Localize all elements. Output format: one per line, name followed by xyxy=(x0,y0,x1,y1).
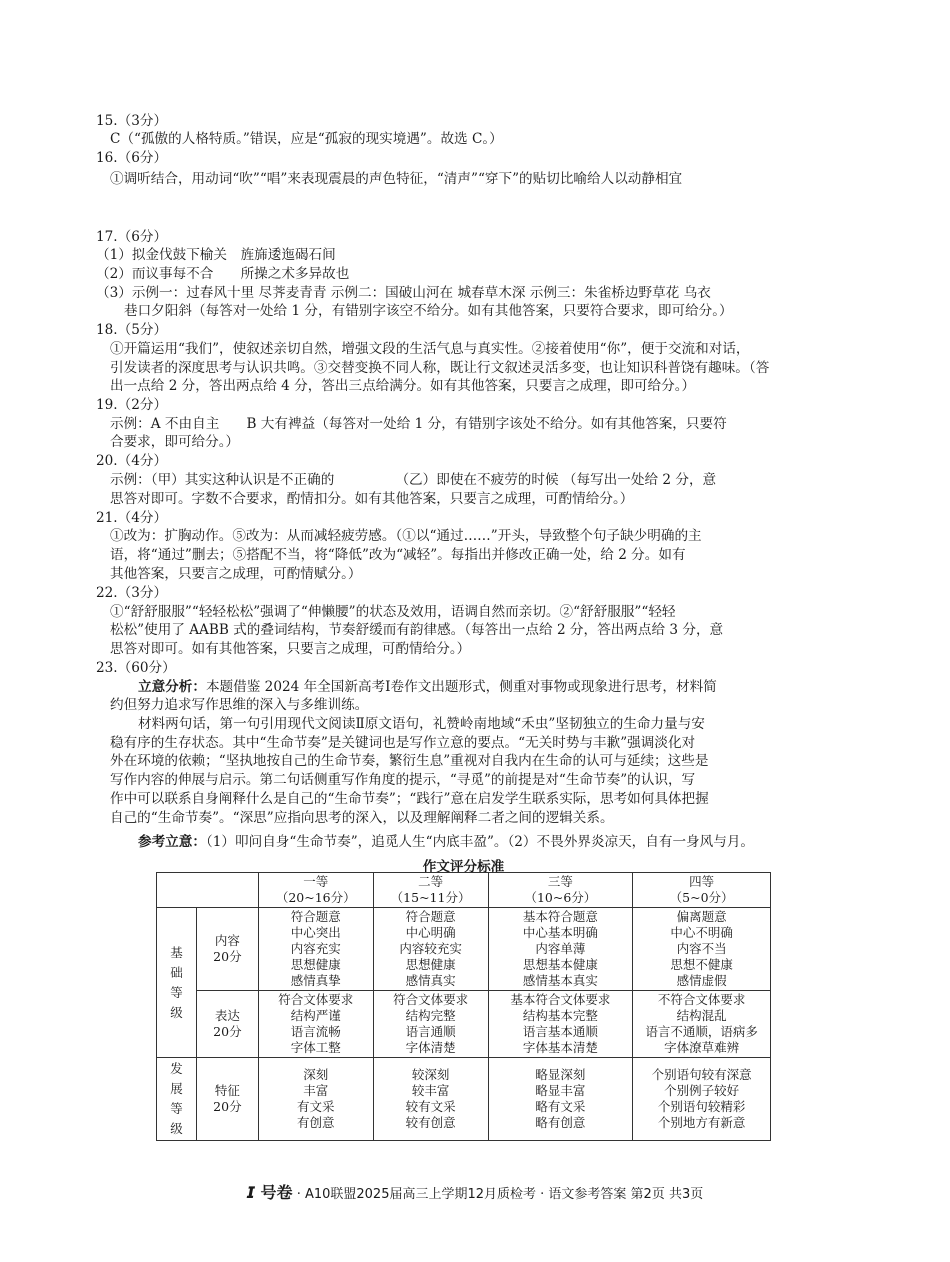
q17-line-2: （2）而议事每不合 所操之术多异故也 xyxy=(96,266,350,282)
q18-line-2: 引发读者的深度思考与认识共鸣。③交替变换不同人称，既让行文叙述灵活多变，也让知识科普饶有趣味。（答 xyxy=(110,360,770,376)
q17-line-1: （1）拟金伐鼓下榆关 旌旆逶迤碣石间 xyxy=(96,247,336,263)
q22-head: 22.（3分） xyxy=(96,585,168,601)
q23-para2-line-6: 自己的“生命节奏”。“深思”应指向思考的深入，以及理解阐释二者之间的逻辑关系。 xyxy=(110,810,614,826)
expression-label: 表达 20分 xyxy=(196,991,258,1058)
development-level-label: 发 展 等 级 xyxy=(157,1058,197,1141)
q18-line-1: ①开篇运用“我们”，使叙述亲切自然，增强文段的生活气息与真实性。②接着使用“你”，便于交流和对话， xyxy=(110,341,750,357)
q22-line-2: 松松”使用了 AABB 式的叠词结构，节奏舒缓而有韵律感。（每答出一点给 2 分，答出两点给 3 分，意 xyxy=(110,622,724,638)
q18-head: 18.（5分） xyxy=(96,322,168,338)
content-grade-3: 基本符合题意 中心基本明确 内容单薄 思想基本健康 感情基本真实 xyxy=(488,908,633,991)
analysis-label: 立意分析： xyxy=(138,679,206,695)
scoring-table xyxy=(156,872,771,1141)
reference-label: 参考立意： xyxy=(138,834,206,850)
q23-para1-line-1 xyxy=(138,678,868,696)
feature-grade-1: 深刻 丰富 有文采 有创意 xyxy=(258,1058,373,1141)
q21-line-3: 其他答案，只要言之成理，可酌情赋分。） xyxy=(110,566,362,582)
grade-3: 三等 （10~6分） xyxy=(488,873,633,908)
grade-4: 四等 （5~0分） xyxy=(633,873,771,908)
expression-grade-2: 符合文体要求 结构完整 语言通顺 字体清楚 xyxy=(373,991,488,1058)
q18-line-3: 出一点给 2 分，答出两点给 4 分，答出三点给满分。如有其他答案，只要言之成理，即可给分。） xyxy=(110,378,696,394)
basic-level-label: 基 础 等 级 xyxy=(157,908,197,1058)
reference-text: （1）叩问自身“生命节奏”，追觅人生“内底丰盈”。（2）不畏外界炎凉天，自有一身风与月。 xyxy=(205,834,755,850)
grade-1: 一等 （20~16分） xyxy=(258,873,373,908)
table-caption: 作文评分标准 xyxy=(422,859,505,875)
q21-line-1: ①改为：扩胸动作。⑤改为：从而减轻疲劳感。（①以“通过……”开头，导致整个句子缺少明确的主 xyxy=(110,528,702,544)
q20-line-2: 思答对即可。字数不合要求，酌情扣分。如有其他答案，只要言之成理，可酌情给分。） xyxy=(110,491,634,507)
feature-grade-4: 个别语句较有深意 个别例子较好 个别语句较精彩 个别地方有新意 xyxy=(633,1058,771,1141)
content-grade-4: 偏离题意 中心不明确 内容不当 思想不健康 感情虚假 xyxy=(633,908,771,991)
q17-line-4: 巷口夕阳斜（每答对一处给 1 分，有错别字该空不给分。如有其他答案，只要符合要求，即可给分。） xyxy=(124,303,733,319)
content-grade-2: 符合题意 中心明确 内容较充实 思想健康 感情真实 xyxy=(373,908,488,991)
q23-para2-line-5: 作中可以联系自身阐释什么是自己的“生命节奏”；“践行”意在启发学生联系实际，思考如何具体把握 xyxy=(110,791,709,807)
q17-line-3: （3）示例一：过春风十里 尽荠麦青青 示例二：国破山河在 城春草木深 示例三：朱雀桥边野草花 乌衣 xyxy=(96,285,711,301)
q22-line-3: 思答对即可。如有其他答案，只要言之成理，可酌情给分。） xyxy=(110,641,471,657)
q23-para3 xyxy=(138,833,868,851)
q23-para2-line-1: 材料两句话，第一句引用现代文阅读Ⅱ原文语句，礼赞岭南地域“禾虫”坚韧独立的生命力量与安 xyxy=(138,716,705,732)
q20-head: 20.（4分） xyxy=(96,453,168,469)
q19-line-2: 合要求，即可给分。） xyxy=(110,434,240,450)
q17-head: 17.（6分） xyxy=(96,229,168,245)
corner-cell xyxy=(157,873,259,908)
q19-head: 19.（2分） xyxy=(96,397,168,413)
expression-grade-3: 基本符合文体要求 结构基本完整 语言基本通顺 字体基本清楚 xyxy=(488,991,633,1058)
q21-line-2: 语，将“通过”删去；⑤搭配不当，将“降低”改为“减轻”。每指出并修改正确一处，给 2 分。如有 xyxy=(110,547,686,563)
expression-row xyxy=(157,991,771,1058)
feature-label: 特征 20分 xyxy=(196,1058,258,1141)
expression-grade-1: 符合文体要求 结构严谨 语言流畅 字体工整 xyxy=(258,991,373,1058)
q23-para2-line-4: 写作内容的伸展与启示。第二句话侧重写作角度的提示，“寻觅”的前提是对“生命节奏”的认识，写 xyxy=(110,772,696,788)
q22-line-1: ①“舒舒服服”“轻轻松松”强调了“伸懒腰”的状态及效用，语调自然而亲切。②“舒舒服服”“轻轻 xyxy=(110,604,676,620)
content-row xyxy=(157,908,771,991)
q19-line-1: 示例：A 不由自主 B 大有裨益（每答对一处给 1 分，有错别字该处不给分。如有其他答案，只要符 xyxy=(110,416,727,432)
grade-header-row xyxy=(157,873,771,908)
q23-head: 23.（60分） xyxy=(96,660,176,676)
q15-head: 15.（3分） xyxy=(96,113,168,129)
content-grade-1: 符合题意 中心突出 内容充实 思想健康 感情真挚 xyxy=(258,908,373,991)
q21-head: 21.（4分） xyxy=(96,510,168,526)
q23-para2-line-3: 外在环境的依赖；“坚执地按自己的生命节奏，繁衍生息”重视对自我内在生命的认可与延续；这些是 xyxy=(110,753,709,769)
expression-grade-4: 不符合文体要求 结构混乱 语言不通顺，语病多 字体潦草难辨 xyxy=(633,991,771,1058)
brand-logo: 𝙄 号卷 xyxy=(246,1183,293,1202)
q15-text: C（“孤傲的人格特质。”错误，应是“孤寂的现实境遇”。故选 C。） xyxy=(110,131,503,147)
analysis-text: 本题借鉴 2024 年全国新高考Ⅰ卷作文出题形式，侧重对事物或现象进行思考，材料简 xyxy=(205,679,717,695)
feature-grade-2: 较深刻 较丰富 较有文采 较有创意 xyxy=(373,1058,488,1141)
footer-text: · A10联盟2025届高三上学期12月质检考 · 语文参考答案 第2页 共3页 xyxy=(296,1187,704,1202)
grade-2: 二等 （15~11分） xyxy=(373,873,488,908)
feature-row xyxy=(157,1058,771,1141)
q23-para2-line-2: 稳有序的生存状态。其中“生命节奏”是关键词也是写作立意的要点。“无关时势与丰歉”强调淡化对 xyxy=(110,735,696,751)
q23-para1-line-2: 约但努力追求写作思维的深入与多维训练。 xyxy=(110,697,369,713)
q16-cut-text: ①调听结合，用动词“吹”“唱”来表现震晨的声色特征，“清声”“穿下”的贴切比喻给人以动静相宜 xyxy=(110,171,683,187)
content-label: 内容 20分 xyxy=(196,908,258,991)
page-footer xyxy=(0,1180,950,1203)
feature-grade-3: 略显深刻 略显丰富 略有文采 略有创意 xyxy=(488,1058,633,1141)
q20-line-1: 示例：（甲）其实这种认识是不正确的 （乙）即使在不疲劳的时候 （每写出一处给 2 分，意 xyxy=(110,472,717,488)
q16-head: 16.（6分） xyxy=(96,150,168,166)
